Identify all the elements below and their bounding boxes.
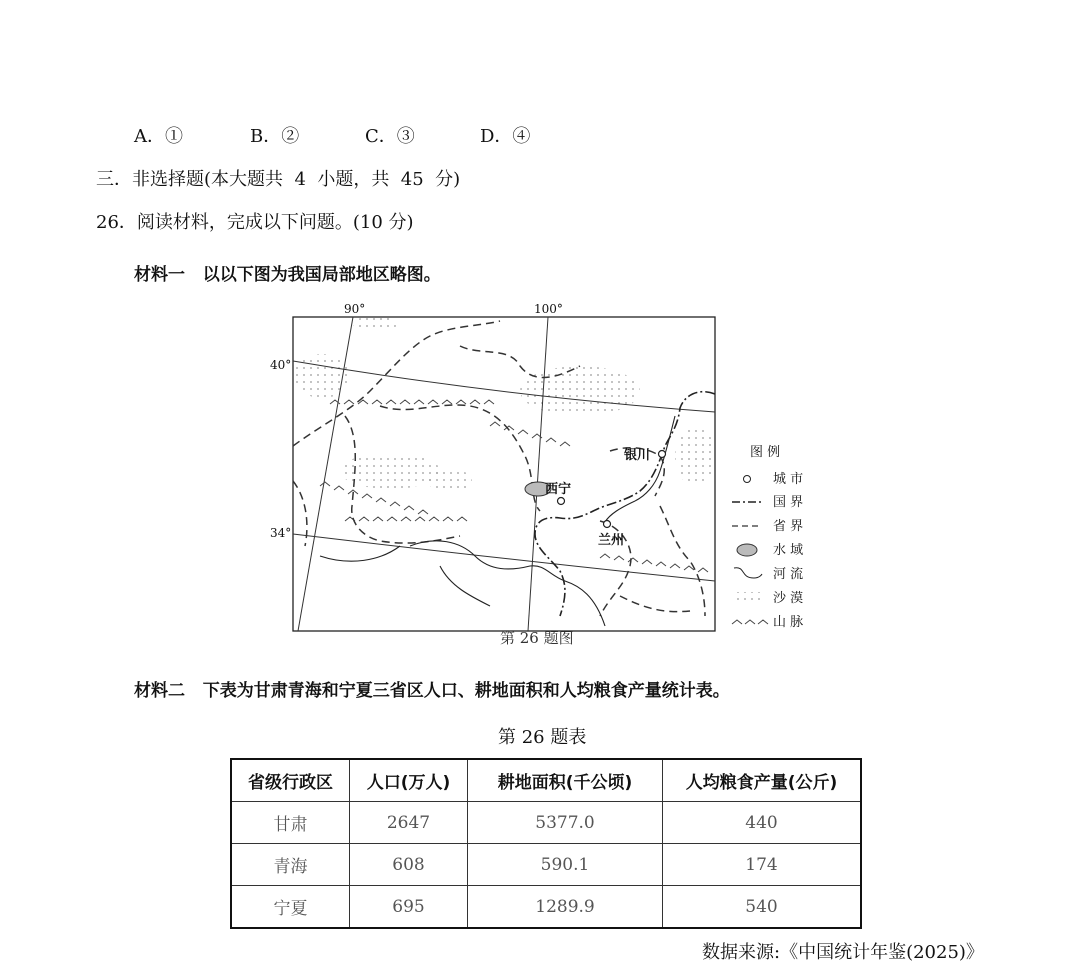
map-legend [732, 445, 803, 630]
section-heading: 三．非选择题(本大题共 4 小题，共 45 分) [96, 169, 461, 190]
city-label-xining: 西宁 [545, 482, 572, 497]
header-province: 省级行政区 [231, 759, 350, 802]
material-one-label: 材料一 以以下图为我国局部地区略图。 [134, 265, 441, 285]
lon-label-100: 100° [534, 302, 563, 316]
question-26: 26．阅读材料，完成以下问题。(10 分) [96, 212, 414, 233]
option-b: B．② [250, 126, 300, 147]
cell-province: 甘肃 [231, 802, 350, 844]
city-xining [558, 498, 565, 505]
city-label-yinchuan: 银川 [624, 448, 651, 463]
legend-national-border: 国 界 [773, 495, 804, 510]
table-row [231, 844, 861, 886]
regional-map [260, 296, 830, 648]
table-row [231, 802, 861, 844]
cell-population: 2647 [350, 802, 468, 844]
material-two-label: 材料二 下表为甘肃青海和宁夏三省区人口、耕地面积和人均粮食产量统计表。 [134, 681, 730, 701]
header-grain: 人均粮食产量(公斤) [663, 759, 862, 802]
cell-province: 宁夏 [231, 886, 350, 929]
lat-label-40: 40° [270, 358, 292, 372]
city-label-lanzhou: 兰州 [598, 533, 625, 548]
header-farmland: 耕地面积(千公顷) [468, 759, 663, 802]
legend-river: 河 流 [773, 567, 804, 582]
lat-label-34: 34° [270, 526, 292, 540]
table-header-row [231, 759, 861, 802]
legend-title: 图 例 [750, 445, 781, 460]
city-yinchuan [659, 451, 666, 458]
legend-provincial-border: 省 界 [773, 519, 804, 534]
cell-farmland: 5377.0 [468, 802, 663, 844]
cell-farmland: 1289.9 [468, 886, 663, 929]
cell-grain: 540 [663, 886, 862, 929]
option-a: A．① [134, 126, 183, 147]
cell-grain: 440 [663, 802, 862, 844]
option-d: D．④ [480, 126, 531, 147]
header-population: 人口(万人) [350, 759, 468, 802]
desert-areas [294, 316, 715, 493]
statistics-table [230, 758, 862, 929]
legend-city: 城 市 [773, 472, 804, 487]
table-title: 第 26 题表 [498, 727, 587, 748]
cell-farmland: 590.1 [468, 844, 663, 886]
city-lanzhou [604, 521, 611, 528]
legend-water: 水 域 [773, 543, 804, 558]
legend-mountain: 山 脉 [773, 615, 804, 630]
cell-grain: 174 [663, 844, 862, 886]
data-source: 数据来源:《中国统计年鉴(2025)》 [702, 942, 984, 963]
lon-label-90: 90° [344, 302, 366, 316]
map-caption: 第 26 题图 [500, 629, 574, 647]
table-row [231, 886, 861, 929]
cell-population: 695 [350, 886, 468, 929]
cell-population: 608 [350, 844, 468, 886]
legend-desert: 沙 漠 [773, 591, 804, 606]
cell-province: 青海 [231, 844, 350, 886]
provincial-borders [293, 321, 705, 616]
option-c: C．③ [365, 126, 415, 147]
